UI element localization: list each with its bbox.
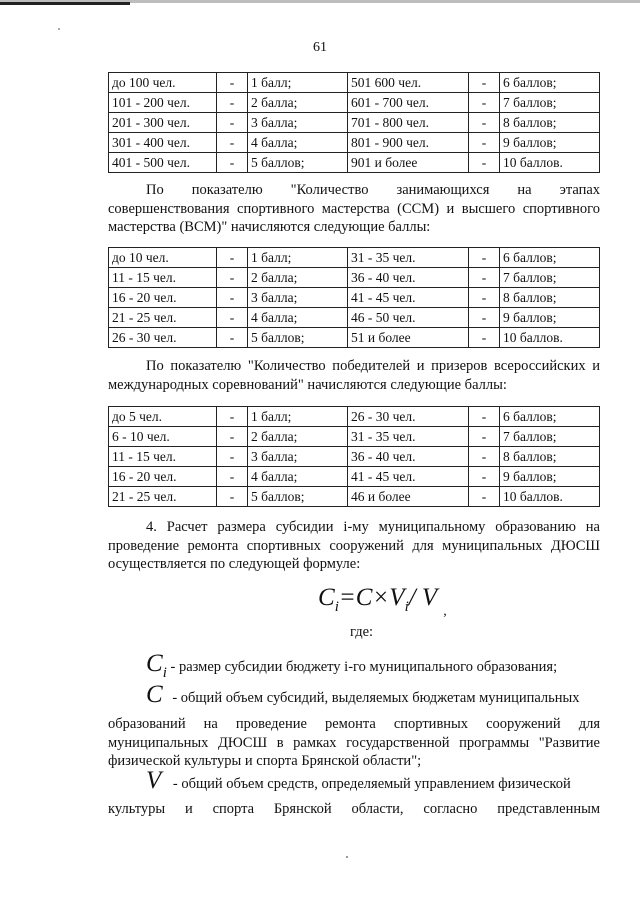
table-cell: 601 - 700 чел.	[348, 93, 469, 113]
table-row	[109, 73, 600, 93]
para3-line-1: 4. Расчет размера субсидии i-му муниципальному образованию на	[146, 519, 600, 535]
table-cell: 2 балла;	[248, 268, 348, 288]
table-cell: 16 - 20 чел.	[109, 467, 217, 487]
word: проведение	[235, 716, 307, 732]
word: Брянской	[273, 801, 332, 817]
para2-line-2: международных соревнований" начисляются следующие баллы:	[108, 376, 507, 393]
definition-v-text: - общий объем средств, определяемый управлением физической	[172, 776, 571, 792]
formula-eq: =C×	[338, 584, 390, 611]
word: спорта	[212, 801, 255, 817]
table-cell: -	[217, 288, 248, 308]
word: показателю	[191, 182, 263, 198]
table-cell: 1 балл;	[248, 73, 348, 93]
symbol-v: V	[146, 767, 162, 794]
table-cell: -	[217, 73, 248, 93]
ssm-vsm-paragraph	[108, 181, 600, 237]
table-cell: 9 баллов;	[500, 133, 600, 153]
table-cell: 36 - 40 чел.	[348, 268, 469, 288]
table-cell: 26 - 30 чел.	[109, 328, 217, 348]
word: "Количество	[290, 182, 369, 198]
winners-paragraph	[108, 357, 600, 394]
formula-comma: ,	[443, 604, 447, 619]
table-row	[109, 447, 600, 467]
para1-line-1	[108, 181, 600, 200]
word: образований	[108, 716, 186, 732]
table-cell: 5 баллов;	[248, 487, 348, 507]
table-cell: 31 - 35 чел.	[348, 248, 469, 268]
subsidy-calc-paragraph	[108, 518, 600, 574]
table-cell: 4 балла;	[248, 133, 348, 153]
table-cell: 4 балла;	[248, 308, 348, 328]
table-row	[109, 93, 600, 113]
table-cell: 6 баллов;	[500, 73, 600, 93]
table-cell: -	[217, 447, 248, 467]
table-cell: 201 - 300 чел.	[109, 113, 217, 133]
table-row	[109, 268, 600, 288]
table-cell: 11 - 15 чел.	[109, 447, 217, 467]
table-cell: 31 - 35 чел.	[348, 427, 469, 447]
table-cell: 6 баллов;	[500, 407, 600, 427]
table-cell: 36 - 40 чел.	[348, 447, 469, 467]
table-cell: -	[469, 113, 500, 133]
word: на	[517, 182, 532, 198]
symbol-ci-sub: i	[162, 665, 167, 681]
formula-tail: / V	[408, 584, 438, 611]
table-cell: 2 балла;	[248, 93, 348, 113]
definition-v-first	[146, 767, 571, 794]
symbol-c: C	[146, 681, 163, 708]
table-cell: 41 - 45 чел.	[348, 467, 469, 487]
table-cell: -	[217, 407, 248, 427]
table-cell: 9 баллов;	[500, 467, 600, 487]
table-cell: -	[469, 328, 500, 348]
table-cell: 46 и более	[348, 487, 469, 507]
table-row	[109, 248, 600, 268]
definition-v-continuation	[108, 800, 600, 819]
definition-c-continuation	[108, 715, 600, 771]
word: и	[184, 801, 193, 817]
table-row	[109, 407, 600, 427]
table-cell: -	[469, 73, 500, 93]
scan-speck	[58, 28, 60, 30]
table-cell: 8 баллов;	[500, 288, 600, 308]
table-cell: -	[469, 308, 500, 328]
word: этапах	[559, 182, 601, 198]
table-cell: 7 баллов;	[500, 268, 600, 288]
table-cell: 501 600 чел.	[348, 73, 469, 93]
word: для	[578, 716, 601, 732]
table-cell: -	[217, 487, 248, 507]
table-cell: 6 - 10 чел.	[109, 427, 217, 447]
defc-line-2: муниципальных ДЮСШ в рамках государственной программы "Развитие	[108, 734, 600, 751]
ssm-vsm-table	[108, 247, 600, 348]
table-cell: 101 - 200 чел.	[109, 93, 217, 113]
word: области,	[351, 801, 404, 817]
formula-lhs: C	[318, 584, 335, 611]
defc-line-3: физической культуры и спорта Брянской области";	[108, 753, 422, 769]
table-cell: 26 - 30 чел.	[348, 407, 469, 427]
table-cell: -	[469, 487, 500, 507]
table-cell: 10 баллов.	[500, 487, 600, 507]
para1-line-3: мастерства (ВСМ)" начисляются следующие баллы:	[108, 219, 431, 235]
word: По	[146, 182, 164, 198]
table-cell: 3 балла;	[248, 447, 348, 467]
table-cell: -	[469, 467, 500, 487]
definition-ci-text: - размер субсидии бюджету i-го муниципального образования;	[170, 659, 558, 675]
table-cell: 301 - 400 чел.	[109, 133, 217, 153]
table-cell: -	[469, 133, 500, 153]
table-cell: 21 - 25 чел.	[109, 487, 217, 507]
table-cell: 5 баллов;	[248, 153, 348, 173]
table-cell: 9 баллов;	[500, 308, 600, 328]
para2-line-1: По показателю "Количество победителей и призеров всероссийских и	[146, 358, 600, 374]
table-cell: 11 - 15 чел.	[109, 268, 217, 288]
definition-c-text: - общий объем субсидий, выделяемых бюджетам муниципальных	[172, 690, 580, 706]
defv-line-1	[108, 800, 600, 819]
table-cell: -	[469, 248, 500, 268]
word: культуры	[108, 801, 166, 817]
table-cell: 51 и более	[348, 328, 469, 348]
table-cell: -	[217, 328, 248, 348]
table-cell: -	[217, 113, 248, 133]
members-count-table	[108, 72, 600, 173]
table-cell: -	[469, 268, 500, 288]
table-cell: 21 - 25 чел.	[109, 308, 217, 328]
word: на	[203, 716, 218, 732]
table-cell: 901 и более	[348, 153, 469, 173]
table-cell: 3 балла;	[248, 288, 348, 308]
table-cell: 7 баллов;	[500, 427, 600, 447]
table-cell: 1 балл;	[248, 248, 348, 268]
table-row	[109, 467, 600, 487]
table-row	[109, 427, 600, 447]
table-cell: 5 баллов;	[248, 328, 348, 348]
table-cell: 41 - 45 чел.	[348, 288, 469, 308]
formula-lhs-sub: i	[334, 599, 339, 615]
defc-line-1	[108, 715, 600, 734]
table-cell: -	[469, 288, 500, 308]
definition-ci	[146, 650, 558, 683]
table-cell: -	[469, 93, 500, 113]
table-row	[109, 153, 600, 173]
table-cell: -	[469, 427, 500, 447]
table-cell: 701 - 800 чел.	[348, 113, 469, 133]
subsidy-formula	[318, 584, 447, 620]
scan-speck	[346, 856, 348, 858]
table-cell: 16 - 20 чел.	[109, 288, 217, 308]
top-edge-mark	[0, 2, 130, 5]
table-row	[109, 308, 600, 328]
table-cell: -	[217, 153, 248, 173]
table-row	[109, 487, 600, 507]
table-cell: -	[217, 268, 248, 288]
table-cell: до 100 чел.	[109, 73, 217, 93]
page-number: 61	[313, 40, 327, 55]
table-cell: -	[469, 447, 500, 467]
table-cell: до 10 чел.	[109, 248, 217, 268]
para1-line-2: совершенствования спортивного мастерства (ССМ) и высшего спортивного	[108, 200, 600, 217]
table-cell: 801 - 900 чел.	[348, 133, 469, 153]
table-row	[109, 133, 600, 153]
table-row	[109, 113, 600, 133]
definition-c-first	[146, 681, 580, 708]
where-label: где:	[350, 624, 374, 640]
table-cell: 401 - 500 чел.	[109, 153, 217, 173]
table-cell: 46 - 50 чел.	[348, 308, 469, 328]
word: сооружений	[486, 716, 561, 732]
table-cell: 10 баллов.	[500, 153, 600, 173]
table-cell: 2 балла;	[248, 427, 348, 447]
para3-line-2: проведение ремонта спортивных сооружений для муниципальных ДЮСШ	[108, 537, 600, 554]
table-row	[109, 328, 600, 348]
table-cell: 10 баллов.	[500, 328, 600, 348]
table-row	[109, 288, 600, 308]
word: представленным	[497, 801, 601, 817]
table-cell: 6 баллов;	[500, 248, 600, 268]
winners-table	[108, 406, 600, 507]
table-cell: -	[217, 308, 248, 328]
table-cell: 7 баллов;	[500, 93, 600, 113]
word: ремонта	[324, 716, 376, 732]
table-cell: -	[217, 133, 248, 153]
formula-v-sub: i	[404, 599, 409, 615]
table-cell: 8 баллов;	[500, 447, 600, 467]
para3-line-3: осуществляется по следующей формуле:	[108, 556, 361, 572]
table-cell: 1 балл;	[248, 407, 348, 427]
table-cell: -	[217, 427, 248, 447]
symbol-ci	[146, 650, 167, 681]
table-cell: 3 балла;	[248, 113, 348, 133]
formula-v: V	[389, 584, 405, 611]
table-cell: 8 баллов;	[500, 113, 600, 133]
word: спортивных	[393, 716, 469, 732]
table-cell: 4 балла;	[248, 467, 348, 487]
word: согласно	[423, 801, 478, 817]
table-cell: до 5 чел.	[109, 407, 217, 427]
table-cell: -	[469, 407, 500, 427]
table-cell: -	[217, 248, 248, 268]
symbol-ci-letter: C	[146, 650, 163, 677]
table-cell: -	[217, 93, 248, 113]
word: занимающихся	[396, 182, 490, 198]
table-cell: -	[469, 153, 500, 173]
table-cell: -	[217, 467, 248, 487]
